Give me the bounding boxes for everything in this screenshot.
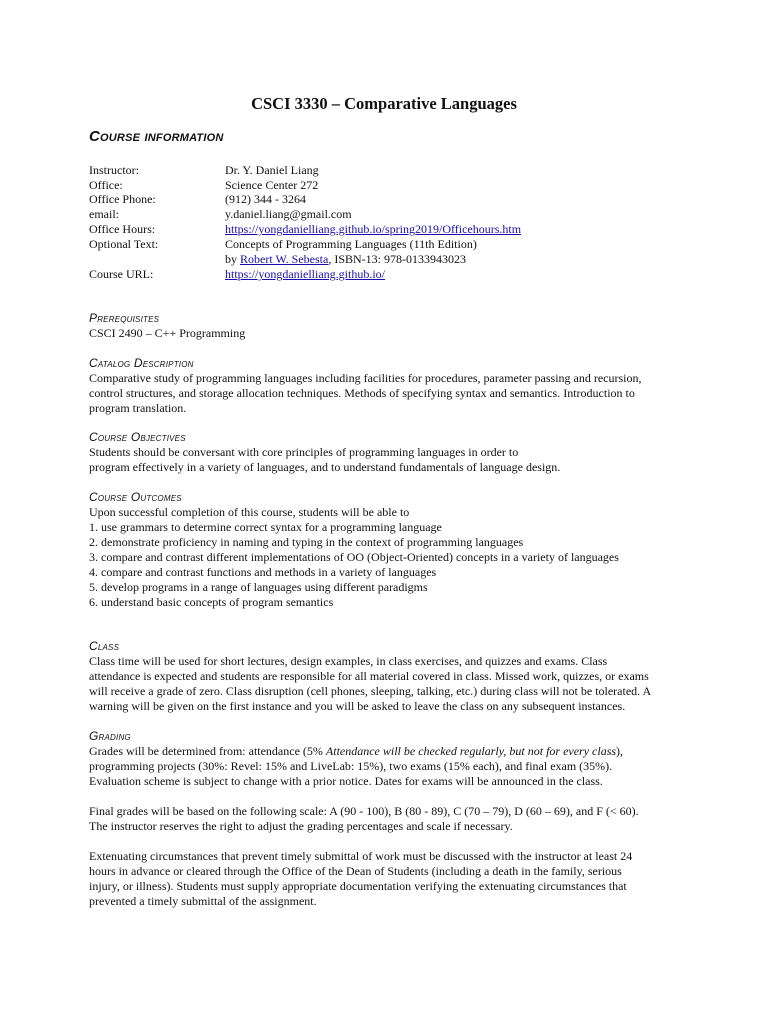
text-line: Evaluation scheme is subject to change with a prior notice. Dates for exams will be announced in the class. bbox=[89, 774, 603, 788]
grading-heading: Grading bbox=[89, 729, 131, 743]
info-label: Optional Text: bbox=[89, 237, 159, 251]
author-prefix: by bbox=[225, 252, 240, 266]
info-label: email: bbox=[89, 207, 119, 221]
text-line: attendance is expected and students are responsible for all material covered in class. Missed work, quizzes, or exams bbox=[89, 669, 649, 683]
text-line: will receive a grade of zero. Class disruption (cell phones, sleeping, talking, etc.) during class will not be tolerated. A bbox=[89, 684, 652, 698]
info-value: (912) 344 - 3264 bbox=[225, 192, 306, 206]
course-outcomes-list bbox=[89, 505, 689, 610]
list-item: 2. demonstrate proficiency in naming and typing in the context of programming languages bbox=[89, 535, 524, 549]
text-line: warning will be given on the first instance and you will be asked to leave the class on any subsequent instances. bbox=[89, 699, 626, 713]
text-line: Final grades will be based on the following scale: A (90 - 100), B (80 - 89), C (70 – 79), D (60 – 69), and F (< 60). bbox=[89, 804, 639, 818]
text-line: program translation. bbox=[89, 401, 187, 415]
text-line: The instructor reserves the right to adjust the grading percentages and scale if necessary. bbox=[89, 819, 513, 833]
grading-paragraph-3 bbox=[89, 849, 689, 909]
text-line: program effectively in a variety of languages, and to understand fundamentals of language design. bbox=[89, 460, 561, 474]
text-line: injury, or illness). Students must supply appropriate documentation verifying the extenuating circumstances that bbox=[89, 879, 627, 893]
isbn-text: , ISBN-13: 978-0133943023 bbox=[328, 252, 466, 266]
grading-prefix: Grades will be determined from: attendance (5% bbox=[89, 744, 326, 758]
catalog-description-heading: Catalog Description bbox=[89, 356, 194, 370]
text-line: CSCI 2490 – C++ Programming bbox=[89, 326, 246, 340]
info-value: Concepts of Programming Languages (11th Edition) bbox=[225, 237, 477, 251]
text-line: Students should be conversant with core principles of programming languages in order to bbox=[89, 445, 519, 459]
list-item: Upon successful completion of this course, students will be able to bbox=[89, 505, 410, 519]
grading-suffix: ), bbox=[616, 744, 624, 758]
text-line: Extenuating circumstances that prevent timely submittal of work must be discussed with the instructor at least 24 bbox=[89, 849, 633, 863]
class-heading: Class bbox=[89, 639, 120, 653]
course-information-heading: Course information bbox=[89, 128, 224, 145]
course-outcomes-heading: Course Outcomes bbox=[89, 490, 182, 504]
info-label: Course URL: bbox=[89, 267, 154, 281]
info-value: Science Center 272 bbox=[225, 178, 319, 192]
author-link[interactable]: Robert W. Sebesta bbox=[240, 252, 329, 266]
text-line: Comparative study of programming languages including facilities for procedures, parameter passing and recursion, bbox=[89, 371, 642, 385]
office-hours-link[interactable]: https://yongdanielliang.github.io/spring2019/Officehours.htm bbox=[225, 222, 522, 236]
text-line bbox=[89, 744, 689, 759]
text-line: prevented a timely submittal of the assignment. bbox=[89, 894, 317, 908]
list-item: 1. use grammars to determine correct syntax for a programming language bbox=[89, 520, 442, 534]
page-title: CSCI 3330 – Comparative Languages bbox=[251, 94, 517, 113]
prerequisites-text bbox=[89, 326, 689, 341]
text-line: control structures, and storage allocation techniques. Methods of specifying syntax and semantics. Introduction to bbox=[89, 386, 635, 400]
attendance-note: Attendance will be checked regularly, but not for every class bbox=[325, 744, 617, 758]
grading-paragraph-1 bbox=[89, 744, 689, 789]
course-objectives-heading: Course Objectives bbox=[89, 430, 186, 444]
class-text bbox=[89, 654, 689, 714]
info-value: Dr. Y. Daniel Liang bbox=[225, 163, 319, 177]
list-item: 6. understand basic concepts of program semantics bbox=[89, 595, 334, 609]
info-label: Office Hours: bbox=[89, 222, 156, 236]
course-url-link[interactable]: https://yongdanielliang.github.io/ bbox=[225, 267, 385, 281]
text-line: programming projects (30%: Revel: 15% and LiveLab: 15%), two exams (15% each), and final exam (35%). bbox=[89, 759, 613, 773]
grading-paragraph-2 bbox=[89, 804, 689, 834]
text-line: hours in advance or cleared through the Office of the Dean of Students (including a death in the family, serious bbox=[89, 864, 622, 878]
course-objectives-text bbox=[89, 445, 689, 475]
author-line bbox=[225, 252, 466, 267]
info-value: y.daniel.liang@gmail.com bbox=[225, 207, 352, 221]
prerequisites-heading: Prerequisites bbox=[89, 311, 160, 325]
text-line: Class time will be used for short lectures, design examples, in class exercises, and quizzes and exams. Class bbox=[89, 654, 608, 668]
list-item: 4. compare and contrast functions and methods in a variety of languages bbox=[89, 565, 437, 579]
info-label: Office: bbox=[89, 178, 123, 192]
info-label: Instructor: bbox=[89, 163, 139, 177]
list-item: 5. develop programs in a range of languages using different paradigms bbox=[89, 580, 428, 594]
list-item: 3. compare and contrast different implementations of OO (Object-Oriented) concepts in a variety of languages bbox=[89, 550, 619, 564]
info-label: Office Phone: bbox=[89, 192, 156, 206]
catalog-description-text bbox=[89, 371, 689, 416]
